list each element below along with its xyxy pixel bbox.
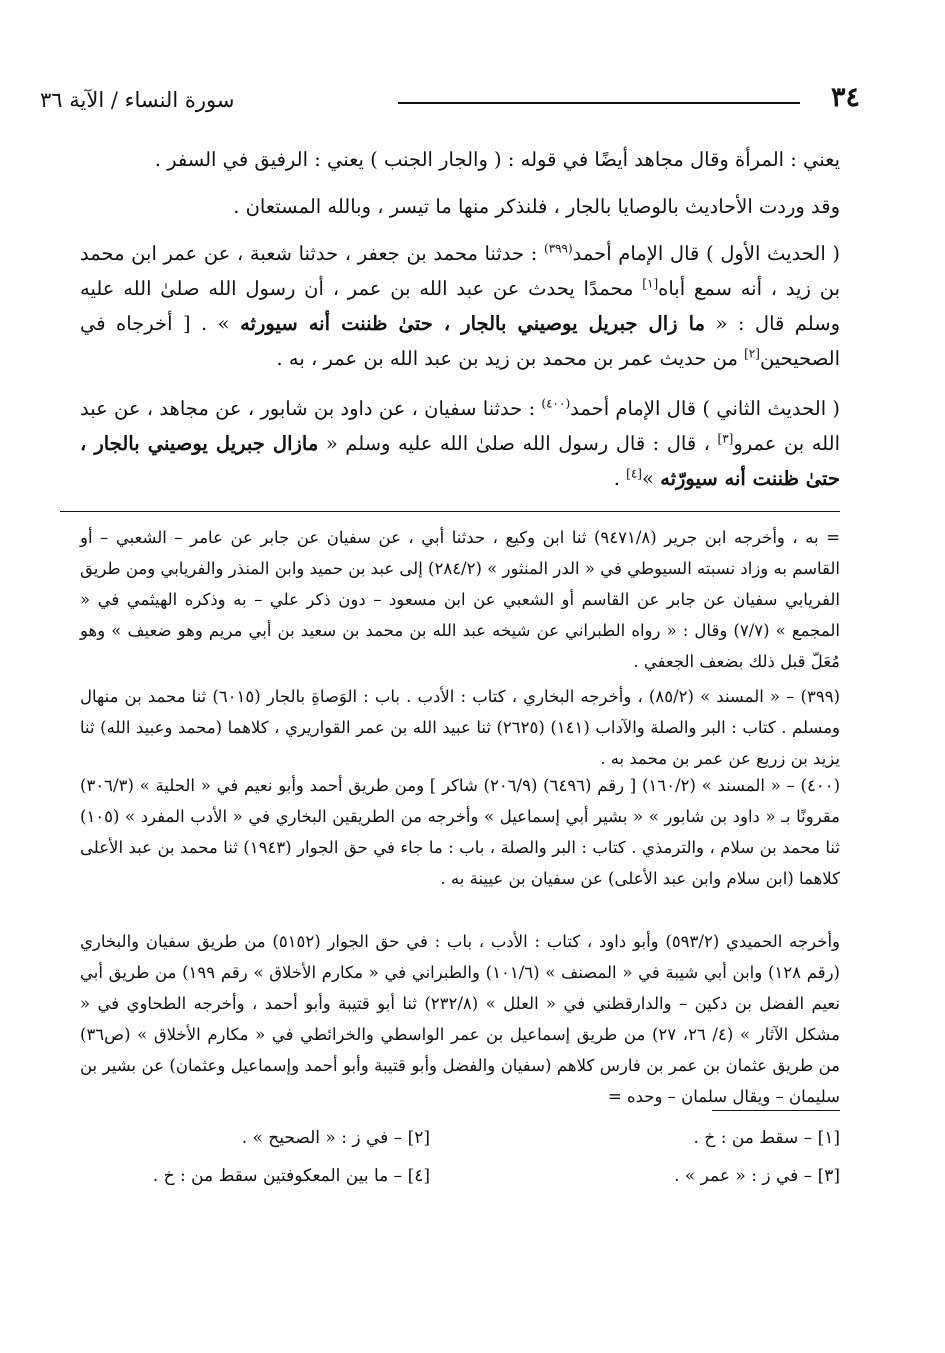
footnote-400: (٤٠٠) – « المسند » (١٦٠/٢) [ رقم (٦٤٩٦) (٢٠٦/٩) شاكر ] ومن طريق أحمد وأبو نعيم في « الحلية » (٣٠٦/٣) مقرونًا بـ « داود بن شابور » « بشير أبي إسماعيل » وأخرجه من الطريقين البخاري في « الأدب المفرد » (١٠٥) ثنا محمد بن سلام ، والترمذي . كتاب : البر والصلة ، باب : ما جاء في حق الجوار (١٩٤٣) ثنا محمد بن عبد الأعلى كلاهما (ابن سلام وابن عبد الأعلى) عن سفيان بن عيينة به . xyxy=(80,776,840,888)
running-title: سورة النساء / الآية ٣٦ xyxy=(40,88,235,112)
paragraph-2: وقد وردت الأحاديث بالوصايا بالجار ، فلنذكر منها ما تيسر ، وبالله المستعان . xyxy=(233,195,840,218)
footnote-separator xyxy=(60,511,840,512)
variant-ref-2: [٢] xyxy=(744,346,760,361)
variants-separator xyxy=(712,1110,840,1111)
variant-note-3: [٣] – في ز : « عمر » . xyxy=(674,1166,840,1186)
variant-ref-4: [٤] xyxy=(626,466,642,481)
variant-ref-1: [١] xyxy=(642,276,659,291)
hadith-text-2: مازال جبريل يوصيني بالجار ، حتىٰ ظننت أنه سيورّثه xyxy=(80,432,840,490)
main-text xyxy=(80,142,840,511)
footnote-ref-399: (٣٩٩) xyxy=(543,241,573,256)
variant-note-4: [٤] – ما بين المعكوفتين سقط من : خ . xyxy=(152,1166,430,1186)
variant-note-1: [١] – سقط من : خ . xyxy=(693,1128,840,1148)
header-rule xyxy=(398,102,800,104)
page-header xyxy=(40,82,860,122)
paragraph-hadith-1: ( الحديث الأول ) قال الإمام أحمد$^{(٣٩٩)}$ : حدثنا محمد بن جعفر ، حدثنا شعبة ، عن عمر ابن محمد بن زيد ، أنه سمع أباه[١] محمدًا يحدث عن عبد الله بن عمر ، أن رسول الله صلىٰ الله عليه وسلم قال : « ما زال جبريل يوصيني بالجار ، حتىٰ ظننت أنه سيورثه » . [ أخرجاه في الصحيحين[٢] من حديث عمر بن محمد بن زيد بن عبد الله بن عمر ، به . xyxy=(80,241,841,370)
paragraph-hadith-2: ( الحديث الثاني ) قال الإمام أحمد$^{(٤٠٠)}$ : حدثنا سفيان ، عن داود بن شابور ، عن مجاهد ، عن عبد الله بن عمرو[٣] ، قال : قال رسول الله صلىٰ الله عليه وسلم « مازال جبريل يوصيني بالجار ، حتىٰ ظننت أنه سيورّثه »[٤] . xyxy=(80,396,840,490)
variant-note-2: [٢] – في ز : « الصحيح » . xyxy=(241,1128,430,1148)
paragraph-1: يعني : المرأة وقال مجاهد أيضًا في قوله : ( والجار الجنب ) يعني : الرفيق في السفر . xyxy=(154,148,840,171)
hadith-text-1: ما زال جبريل يوصيني بالجار ، حتىٰ ظننت أنه سيورثه xyxy=(240,312,706,335)
variant-ref-3: [٣] xyxy=(717,431,734,446)
footnote-ref-400: (٤٠٠) xyxy=(541,396,571,411)
page-number: ٣٤ xyxy=(830,82,860,113)
footnote-400-continued: وأخرجه الحميدي (٥٩٣/٢) وأبو داود ، كتاب : الأدب ، باب : في حق الجوار (٥١٥٢) من طريق سفيان والبخاري (رقم ١٢٨) وابن أبي شيبة في « المصنف » (١٠١/٦) والطبراني في « مكارم الأخلاق » رقم ١٩٩) من طريق أبي نعيم الفضل بن دكين – والدارقطني في « العلل » (٢٣٢/٨) ثنا أبو قتيبة وأبو أحمد ، وأخرجه الطحاوي في « مشكل الآثار » (٤/ ٢٦، ٢٧) من طريق إسماعيل بن عمر الواسطي والخرائطي في « مكارم الأخلاق » (ص٣٦) من طريق عثمان بن عمر بن فارس كلاهم (سفيان والفضل وأبو قتيبة وأبو أحمد وإسماعيل وعثمان) عن بشير بن سليمان – ويقال سلمان – وحده = xyxy=(80,932,841,1106)
footnote-continuation: = به ، وأخرجه ابن جرير (٩٤٧١/٨) ثنا ابن وكيع ، حدثنا أبي ، عن سفيان عن جابر عن عامر – الشعبي – أو القاسم به وزاد نسبته السيوطي في « الدر المنثور » (٢٨٤/٢) إلى عبد بن حميد وابن المنذر والفريابي ومن طريق الفريابي سفيان عن جابر عن القاسم أو الشعبي عن ابن مسعود – دون ذكر علي – به وذكره الهيثمي في « المجمع » (٧/٧) وقال : « رواه الطبراني عن شيخه عبد الله بن محمد بن سعيد بن أبي مريم وهو ضعيف » وهو مُعَلّ قبل ذلك بضعف الجعفي . xyxy=(80,528,840,671)
footnote-399: (٣٩٩) – « المسند » (٨٥/٢) ، وأخرجه البخاري ، كتاب : الأدب . باب : الوَصاةِ بالجار (٦٠١٥) ثنا محمد بن منهال ومسلم . كتاب : البر والصلة والآداب (١٤١) (٢٦٢٥) ثنا عبيد الله بن عمر القواريري ، كلاهما (محمد وعبيد الله) ثنا يزيد بن زريع عن عمر بن محمد به . xyxy=(80,687,841,768)
